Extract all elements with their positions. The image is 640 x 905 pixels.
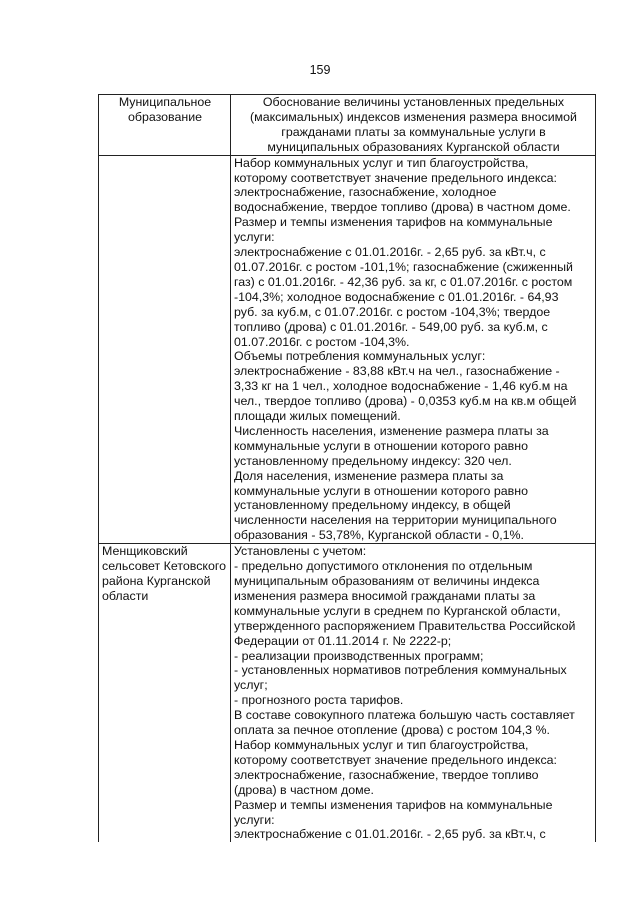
justification-line: Набор коммунальных услуг и тип благоустройства, bbox=[234, 737, 529, 752]
justification-line: электроснабжение, газоснабжение, твердое топливо bbox=[234, 767, 539, 782]
justification-line: электроснабжение с 01.01.2016г. - 2,65 руб. за кВт.ч, с bbox=[234, 827, 546, 842]
header-line: муниципальных образованиях Курганской области bbox=[267, 139, 560, 154]
justification-line: топливо (дрова) с 01.01.2016г. - 549,00 руб. за куб.м, с bbox=[234, 319, 548, 334]
justification-line: - установленных нормативов потребления коммунальных bbox=[234, 663, 567, 678]
municipality-cell bbox=[99, 155, 231, 544]
justification-line: которому соответствует значение предельного индекса: bbox=[234, 170, 557, 185]
justification-line: электроснабжение - 83,88 кВт.ч на чел., газоснабжение - bbox=[234, 364, 560, 379]
tariff-justification-table bbox=[98, 94, 596, 842]
justification-line: услуги: bbox=[234, 812, 275, 827]
justification-line: руб. за куб.м, с 01.07.2016г. с ростом -104,3%; твердое bbox=[234, 304, 551, 319]
justification-line: - прогнозного роста тарифов. bbox=[234, 693, 404, 708]
table-row bbox=[99, 155, 596, 544]
justification-line: 01.07.2016г. с ростом -101,1%; газоснабжение (сжиженный bbox=[234, 259, 573, 274]
justification-line: площади жилых помещений. bbox=[234, 409, 401, 424]
justification-line: образования - 53,78%, Курганской области - 0,1%. bbox=[234, 528, 524, 543]
justification-line: -104,3%; холодное водоснабжение с 01.01.2016г. - 64,93 bbox=[234, 289, 559, 304]
municipality-line: Менщиковский bbox=[102, 544, 188, 559]
justification-line: изменения размера вносимой гражданами платы за bbox=[234, 588, 536, 603]
justification-cell bbox=[231, 155, 596, 544]
municipality-line: области bbox=[102, 588, 149, 603]
header-line: образование bbox=[127, 109, 203, 124]
justification-line: Размер и темпы изменения тарифов на коммунальные bbox=[234, 215, 553, 230]
justification-line: водоснабжение, твердое топливо (дрова) в частном доме. bbox=[234, 200, 571, 215]
justification-line: Доля населения, изменение размера платы за bbox=[234, 468, 504, 483]
municipality-cell bbox=[99, 544, 231, 843]
justification-line: электроснабжение, газоснабжение, холодное bbox=[234, 185, 497, 200]
justification-line: коммунальные услуги в отношении которого равно bbox=[234, 438, 528, 453]
header-line: Муниципальное bbox=[118, 95, 212, 109]
justification-line: 3,33 кг на 1 чел., холодное водоснабжение - 1,46 куб.м на bbox=[234, 379, 568, 394]
justification-line: услуги: bbox=[234, 230, 275, 245]
justification-line: - реализации производственных программ; bbox=[234, 648, 484, 663]
header-line: Обоснование величины установленных предельных bbox=[262, 95, 565, 109]
justification-line: Установлены с учетом: bbox=[234, 544, 367, 559]
header-municipality bbox=[99, 95, 231, 156]
table-header-row bbox=[99, 95, 596, 156]
justification-line: которому соответствует значение предельного индекса: bbox=[234, 752, 557, 767]
justification-line: - предельно допустимого отклонения по отдельным bbox=[234, 559, 533, 574]
justification-line: 01.07.2016г. с ростом -104,3%. bbox=[234, 334, 410, 349]
justification-line: муниципальным образованиям от величины индекса bbox=[234, 574, 540, 588]
header-justification bbox=[231, 95, 596, 156]
justification-line: коммунальные услуги в отношении которого равно bbox=[234, 483, 528, 498]
justification-cell bbox=[231, 544, 596, 843]
justification-line: установленному предельному индексу: 320 чел. bbox=[234, 453, 512, 468]
justification-line: Численность населения, изменение размера платы за bbox=[234, 423, 549, 438]
justification-line: Федерации от 01.11.2014 г. № 2222-р; bbox=[234, 633, 452, 648]
justification-line: установленному предельному индексу, в общей bbox=[234, 498, 511, 513]
justification-line: В составе совокупного платежа большую часть составляет bbox=[234, 708, 575, 723]
justification-line: газ) с 01.01.2016г. - 42,36 руб. за кг, с 01.07.2016г. с ростом bbox=[234, 274, 573, 289]
table-row bbox=[99, 544, 596, 843]
justification-line: Набор коммунальных услуг и тип благоустройства, bbox=[234, 155, 529, 170]
justification-line: (дрова) в частном доме. bbox=[234, 782, 374, 797]
justification-line: Размер и темпы изменения тарифов на коммунальные bbox=[234, 797, 553, 812]
justification-line: оплата за печное отопление (дрова) с ростом 104,3 %. bbox=[234, 723, 550, 738]
justification-line: утвержденного распоряжением Правительства Российской bbox=[234, 618, 576, 633]
justification-line: численности населения на территории муниципального bbox=[234, 513, 557, 528]
justification-line: Объемы потребления коммунальных услуг: bbox=[234, 349, 486, 364]
justification-line: чел., твердое топливо (дрова) - 0,0353 куб.м на кв.м общей bbox=[234, 394, 577, 409]
municipality-line: сельсовет Кетовского bbox=[102, 559, 226, 574]
justification-line: электроснабжение с 01.01.2016г. - 2,65 руб. за кВт.ч, с bbox=[234, 245, 546, 260]
justification-line: услуг; bbox=[234, 678, 268, 693]
header-line: (максимальных) индексов изменения размера вносимой bbox=[250, 109, 577, 124]
municipality-line: района Курганской bbox=[102, 574, 211, 588]
justification-line: коммунальные услуги в среднем по Курганской области, bbox=[234, 603, 561, 618]
header-line: гражданами платы за коммунальные услуги в bbox=[281, 124, 546, 139]
page-number: 159 bbox=[309, 63, 331, 77]
